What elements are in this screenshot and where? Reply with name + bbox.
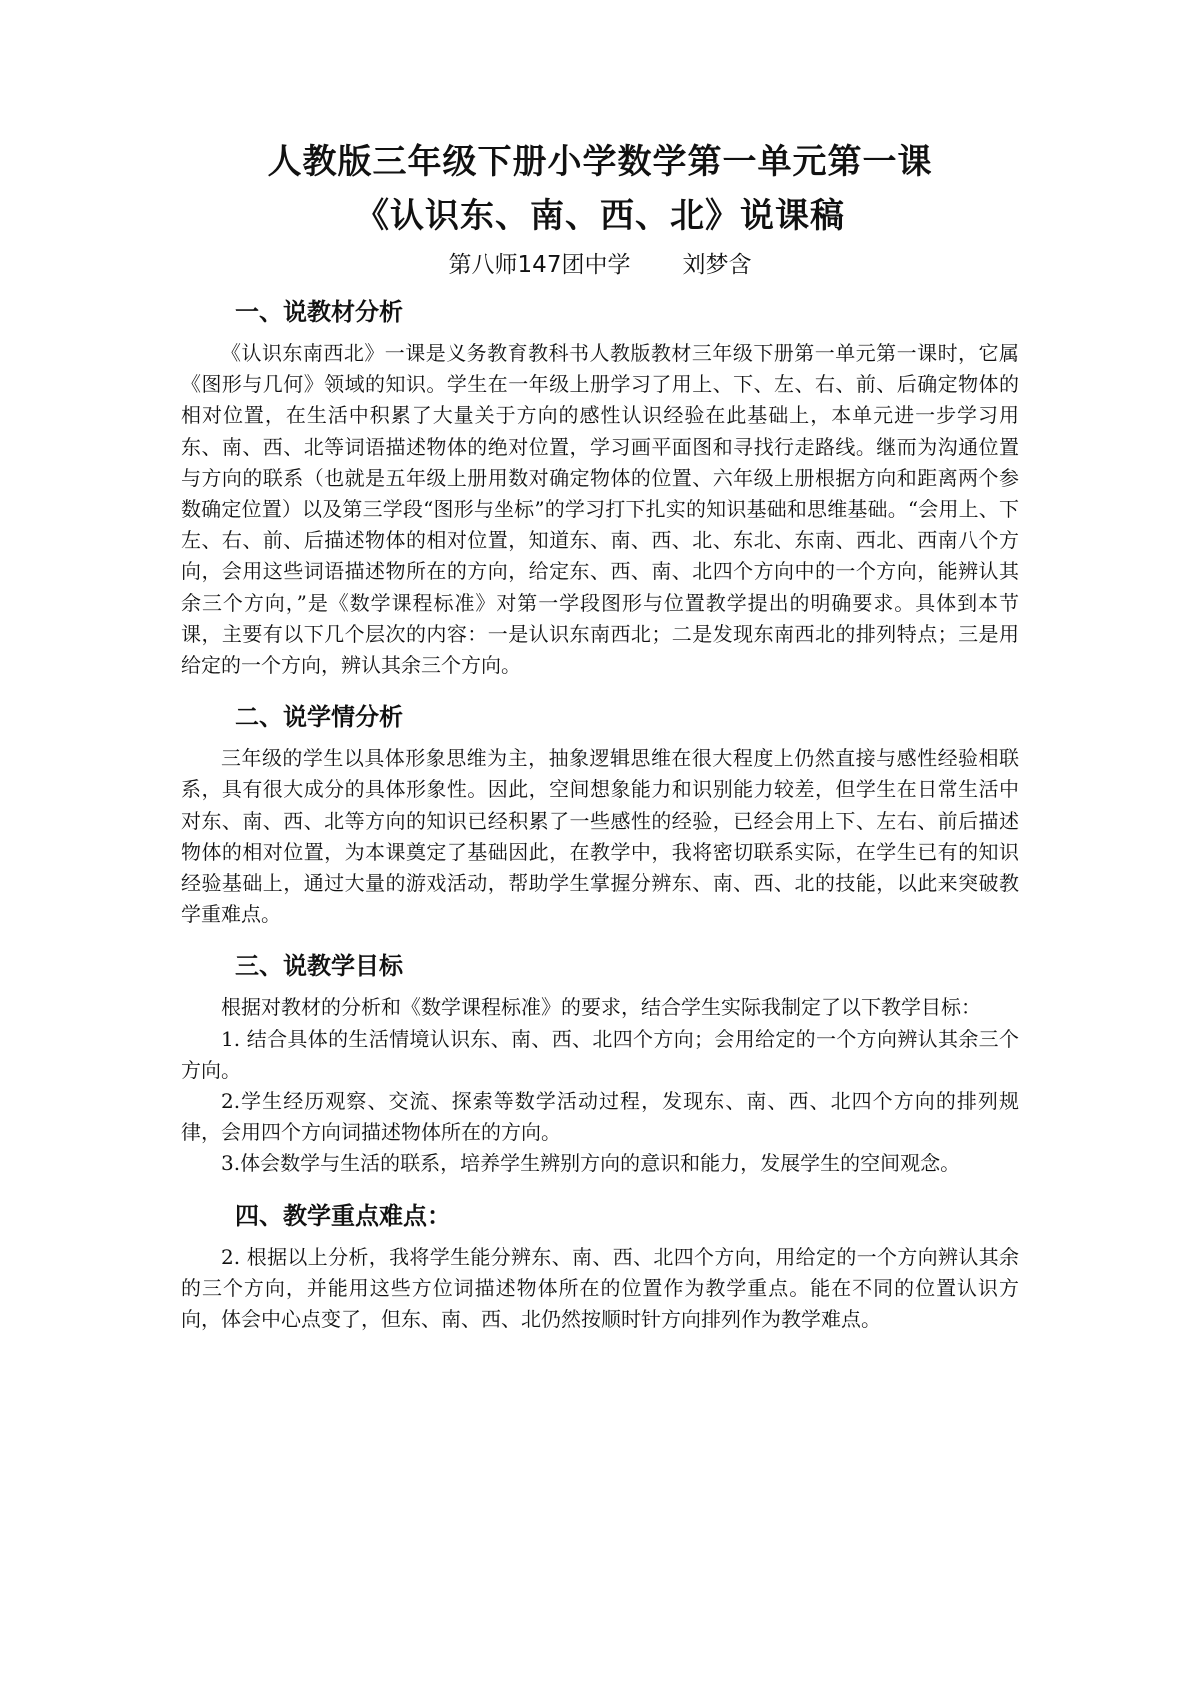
- section-heading: 二、说学情分析: [235, 703, 403, 732]
- section-key-difficult-points: [181, 1194, 1019, 1336]
- goal-item: 2.学生经历观察、交流、探索等数学活动过程，发现东、南、西、北四个方向的排列规律，会用四个方向词描述物体所在的方向。: [181, 1089, 1019, 1145]
- goal-item: 3.体会数学与生活的联系，培养学生辨别方向的意识和能力，发展学生的空间观念。: [221, 1151, 961, 1176]
- section-paragraph: 《认识东南西北》一课是义务教育教科书人教版教材三年级下册第一单元第一课时，它属《图形与几何》领域的知识。学生在一年级上册学习了用上、下、左、右、前、后确定物体的相对位置，在生活中积累了大量关于方向的感性认识经验在此基础上，本单元进一步学习用东、南、西、北等词语描述物体的绝对位置，学习画平面图和寻找行走路线。继而为沟通位置与方向的联系（也就是五年级上册用数对确定物体的位置、六年级上册根据方向和距离两个参数确定位置）以及第三学段“图形与坐标”的学习打下扎实的知识基础和思维基础。“会用上、下左、右、前、后描述物体的相对位置，知道东、南、西、北、东北、东南、西北、西南八个方向，会用这些词语描述物所在的方向，给定东、西、南、北四个方向中的一个方向，能辨认其余三个方向，”是《数学课程标准》对第一学段图形与位置教学提出的明确要求。具体到本节课，主要有以下几个层次的内容：一是认识东南西北；二是发现东南西北的排列特点；三是用给定的一个方向，辨认其余三个方向。: [181, 341, 1019, 678]
- section-heading: 三、说教学目标: [235, 952, 403, 981]
- section-heading: 一、说教材分析: [235, 298, 403, 326]
- section-paragraph: 2. 根据以上分析，我将学生能分辨东、南、西、北四个方向，用给定的一个方向辨认其余的三个方向，并能用这些方位词描述物体所在的位置作为教学重点。能在不同的位置认识方向，体会中心点变了，但东、南、西、北仍然按顺时针方向排列作为教学难点。: [181, 1244, 1019, 1332]
- document-page: [181, 132, 1019, 1335]
- section-student-analysis: [181, 695, 1019, 930]
- section-paragraph: 根据对教材的分析和《数学课程标准》的要求，结合学生实际我制定了以下教学目标：: [221, 995, 981, 1020]
- section-paragraph: 三年级的学生以具体形象思维为主，抽象逻辑思维在很大程度上仍然直接与感性经验相联系，具有很大成分的具体形象性。因此，空间想象能力和识别能力较差，但学生在日常生活中对东、南、西、北等方向的知识已经积累了一些感性的经验，已经会用上下、左右、前后描述物体的相对位置，为本课奠定了基础因此，在教学中，我将密切联系实际，在学生已有的知识经验基础上，通过大量的游戏活动，帮助学生掌握分辨东、南、西、北的技能，以此来突破教学重难点。: [181, 746, 1019, 927]
- section-textbook-analysis: [181, 290, 1019, 681]
- school-name: 第八师147团中学: [448, 252, 631, 278]
- section-heading: 四、教学重点难点：: [235, 1201, 451, 1230]
- byline: [181, 248, 1019, 282]
- section-teaching-goals: [181, 944, 1019, 1179]
- goal-item: 1. 结合具体的生活情境认识东、南、西、北四个方向；会用给定的一个方向辨认其余三个方向。: [181, 1026, 1019, 1082]
- document-subtitle: 《认识东、南、西、北》说课稿: [355, 196, 845, 236]
- document-title: 人教版三年级下册小学数学第一单元第一课: [267, 142, 933, 182]
- author-name: 刘梦含: [682, 252, 752, 278]
